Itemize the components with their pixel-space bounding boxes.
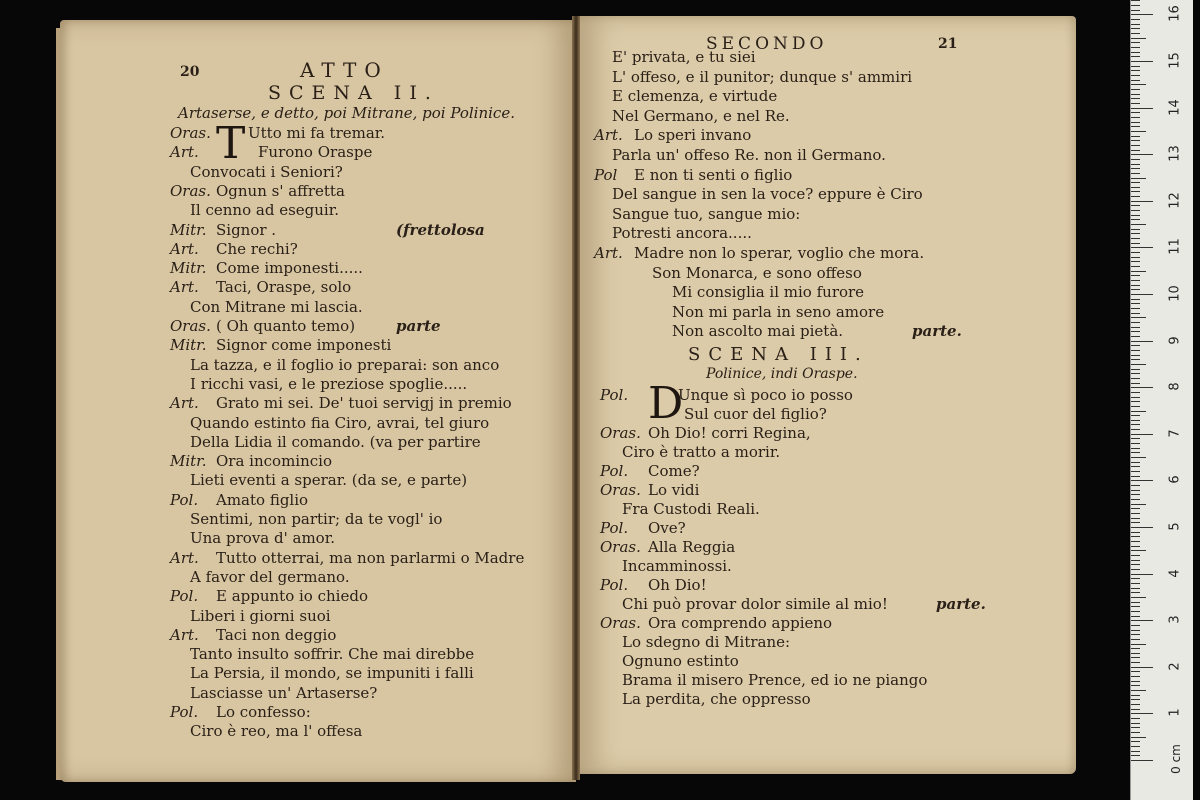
text-line: Non ascolto mai pietà. xyxy=(672,322,844,341)
ruler-tick xyxy=(1131,117,1140,118)
ruler-tick xyxy=(1131,569,1140,570)
ruler-tick xyxy=(1131,164,1140,165)
ruler-tick xyxy=(1131,578,1140,579)
ruler-tick xyxy=(1131,564,1140,565)
ruler-tick xyxy=(1131,19,1140,20)
ruler-tick xyxy=(1131,620,1153,621)
text-line: Potresti ancora..... xyxy=(612,224,752,243)
left-page-number: 20 xyxy=(180,64,200,80)
ruler-tick xyxy=(1131,424,1140,425)
text-line: Che rechi? xyxy=(216,239,298,258)
ruler-tick xyxy=(1131,597,1146,598)
ruler-tick xyxy=(1131,215,1140,216)
ruler-tick xyxy=(1131,448,1140,449)
ruler-tick xyxy=(1131,415,1140,416)
text-line: La Persia, il mondo, se impuniti i falli xyxy=(190,664,474,683)
ruler-tick xyxy=(1131,760,1153,761)
ruler-number: 1 xyxy=(1167,708,1183,718)
ruler-tick xyxy=(1131,24,1140,25)
ruler-tick xyxy=(1131,406,1140,407)
text-line: Lieti eventi a sperar. (da se, e parte) xyxy=(190,471,468,490)
ruler-tick xyxy=(1131,606,1140,607)
text-line: Ora incomincio xyxy=(216,452,332,471)
speaker-label: Mitr. xyxy=(170,452,207,471)
ruler-tick xyxy=(1131,732,1140,733)
ruler-number: 10 xyxy=(1167,285,1183,302)
ruler-tick xyxy=(1131,644,1146,645)
ruler-tick xyxy=(1131,471,1140,472)
ruler-tick xyxy=(1131,639,1140,640)
ruler-tick xyxy=(1131,392,1140,393)
text-line: Liberi i giorni suoi xyxy=(190,606,331,625)
speaker-label: Art. xyxy=(170,625,199,644)
ruler-tick xyxy=(1131,257,1140,258)
text-line: Ciro è tratto a morir. xyxy=(622,443,781,461)
ruler-tick xyxy=(1131,112,1140,113)
ruler-number: 8 xyxy=(1167,382,1183,391)
speaker-label: Pol. xyxy=(170,490,199,509)
ruler-tick xyxy=(1131,275,1140,276)
text-line: Convocati i Seniori? xyxy=(190,162,343,181)
ruler-tick xyxy=(1131,383,1140,384)
ruler-tick xyxy=(1131,345,1140,346)
speaker-label: Pol. xyxy=(600,386,629,404)
ruler-tick xyxy=(1131,303,1140,304)
ruler-tick xyxy=(1131,671,1140,672)
ruler-tick xyxy=(1131,588,1140,589)
ruler-tick xyxy=(1131,108,1153,109)
ruler-tick xyxy=(1131,322,1140,323)
ruler-tick xyxy=(1131,611,1140,612)
ruler-tick xyxy=(1131,140,1140,141)
ruler-tick xyxy=(1131,173,1140,174)
ruler-tick xyxy=(1131,182,1140,183)
text-line: E non ti senti o figlio xyxy=(634,165,793,184)
speaker-label: Oras. xyxy=(170,124,211,142)
ruler-tick xyxy=(1131,61,1153,62)
ruler-tick xyxy=(1131,583,1140,584)
speaker-label: Mitr. xyxy=(170,336,207,355)
text-line: Quando estinto fia Ciro, avrai, tel giuro xyxy=(190,413,490,432)
ruler-tick xyxy=(1131,5,1140,6)
text-line: Madre non lo sperar, voglio che mora. xyxy=(634,244,925,262)
speaker-label: Pol. xyxy=(600,462,629,480)
speaker-label: Oras. xyxy=(600,614,641,632)
ruler-tick xyxy=(1131,359,1140,360)
speaker-label: Oras. xyxy=(600,538,641,556)
text-line: E appunto io chiedo xyxy=(216,587,368,606)
text-line: A favor del germano. xyxy=(190,567,350,586)
ruler-tick xyxy=(1131,574,1153,575)
text-line: Con Mitrane mi lascia. xyxy=(190,297,363,316)
ruler-number: 7 xyxy=(1167,429,1183,438)
text-line: ( Oh quanto temo) xyxy=(216,317,356,335)
ruler-tick xyxy=(1131,122,1140,123)
ruler-tick xyxy=(1131,737,1146,738)
ruler-tick xyxy=(1131,401,1140,402)
text-line: Sul cuor del figlio? xyxy=(684,405,827,423)
speaker-label: Oras. xyxy=(170,181,211,200)
text-line: Son Monarca, e sono offeso xyxy=(652,263,862,282)
measuring-ruler xyxy=(1130,0,1193,800)
ruler-tick xyxy=(1131,0,1140,1)
left-stage-direction: Artaserse, e detto, poi Mitrane, poi Polinice. xyxy=(178,104,515,122)
ruler-tick xyxy=(1131,70,1140,71)
ruler-tick xyxy=(1131,364,1146,365)
ruler-number: 5 xyxy=(1167,522,1183,531)
ruler-tick xyxy=(1131,47,1140,48)
text-line: Signor . xyxy=(216,220,277,239)
text-line: Lo sdegno di Mitrane: xyxy=(622,633,791,651)
ruler-tick xyxy=(1131,10,1140,11)
ruler-number: 15 xyxy=(1167,52,1183,69)
ruler-tick xyxy=(1131,746,1140,747)
ruler-tick xyxy=(1131,266,1140,267)
text-line: Nel Germano, e nel Re. xyxy=(612,106,790,125)
ruler-tick xyxy=(1131,699,1140,700)
speaker-label: Pol. xyxy=(170,703,199,721)
ruler-tick xyxy=(1131,247,1153,248)
ruler-tick xyxy=(1131,233,1140,234)
ruler-tick xyxy=(1131,522,1140,523)
ruler-tick xyxy=(1131,695,1140,696)
ruler-number: 14 xyxy=(1167,98,1183,116)
ruler-tick xyxy=(1131,476,1140,477)
text-line: E' privata, e tu siei xyxy=(612,48,756,66)
ruler-tick xyxy=(1131,369,1140,370)
ruler-tick xyxy=(1131,592,1140,593)
ruler-tick xyxy=(1131,751,1140,752)
text-line: Unque sì poco io posso xyxy=(678,386,853,404)
speaker-label: Art. xyxy=(170,394,199,413)
speaker-label: Pol xyxy=(594,165,618,184)
ruler-tick xyxy=(1131,154,1153,155)
text-line: Parla un' offeso Re. non il Germano. xyxy=(612,146,886,164)
ruler-tick xyxy=(1131,131,1146,132)
right-stage-direction: Polinice, indi Oraspe. xyxy=(706,366,858,382)
speaker-label: Art. xyxy=(594,244,623,262)
ruler-tick xyxy=(1131,210,1140,211)
ruler-tick xyxy=(1131,681,1140,682)
ruler-tick xyxy=(1131,727,1140,728)
text-line: Del sangue in sen la voce? eppure è Ciro xyxy=(612,185,923,204)
ruler-tick xyxy=(1131,191,1140,192)
ruler-unit-label: 0 cm xyxy=(1168,744,1183,774)
text-line: L' offeso, e il punitor; dunque s' ammiri xyxy=(612,67,913,86)
ruler-tick xyxy=(1131,350,1140,351)
ruler-tick xyxy=(1131,709,1140,710)
ruler-tick xyxy=(1131,713,1153,714)
text-line: Fra Custodi Reali. xyxy=(622,500,760,518)
ruler-tick xyxy=(1131,690,1146,691)
text-line: Taci, Oraspe, solo xyxy=(216,278,352,297)
ruler-number: 4 xyxy=(1167,568,1183,578)
ruler-tick xyxy=(1131,98,1140,99)
ruler-tick xyxy=(1131,555,1140,556)
ruler-tick xyxy=(1131,136,1140,137)
left-dropcap: T xyxy=(216,118,246,169)
text-line: Ognun s' affretta xyxy=(216,181,345,200)
ruler-tick xyxy=(1131,438,1140,439)
ruler-tick xyxy=(1131,294,1153,295)
text-line: Alla Reggia xyxy=(648,538,736,556)
ruler-number: 9 xyxy=(1167,335,1183,345)
ruler-tick xyxy=(1131,466,1140,467)
speaker-label: Art. xyxy=(170,239,199,258)
ruler-tick xyxy=(1131,723,1140,724)
ruler-tick xyxy=(1131,205,1140,206)
text-line: Ciro è reo, ma l' offesa xyxy=(190,722,363,741)
ruler-tick xyxy=(1131,84,1146,85)
ruler-tick xyxy=(1131,485,1140,486)
ruler-tick xyxy=(1131,126,1140,127)
ruler-tick xyxy=(1131,508,1140,509)
speaker-label: Art. xyxy=(594,126,623,145)
ruler-tick xyxy=(1131,411,1146,412)
ruler-tick xyxy=(1131,667,1153,668)
text-line: Grato mi sei. De' tuoi servigj in premio xyxy=(216,394,512,413)
ruler-number: 3 xyxy=(1167,615,1183,624)
text-line: Lo speri invano xyxy=(634,126,752,145)
text-line: Furono Oraspe xyxy=(258,143,373,162)
ruler-tick xyxy=(1131,499,1140,500)
ruler-tick xyxy=(1131,28,1140,29)
ruler-tick xyxy=(1131,602,1140,603)
act-heading-continued: SECONDO xyxy=(706,34,828,54)
ruler-number: 6 xyxy=(1167,475,1183,485)
ruler-number: 16 xyxy=(1167,5,1183,23)
ruler-tick xyxy=(1131,327,1140,328)
speaker-label: Pol. xyxy=(170,587,199,606)
ruler-tick xyxy=(1131,755,1140,756)
ruler-tick xyxy=(1131,168,1140,169)
ruler-tick xyxy=(1131,387,1153,388)
text-line: Sangue tuo, sangue mio: xyxy=(612,204,801,223)
text-line: Il cenno ad eseguir. xyxy=(190,201,340,220)
ruler-tick xyxy=(1131,504,1146,505)
text-line: I ricchi vasi, e le preziose spoglie..... xyxy=(190,374,468,393)
ruler-tick xyxy=(1131,462,1140,463)
ruler-tick xyxy=(1131,429,1140,430)
text-line: Amato figlio xyxy=(216,490,309,509)
speaker-label: Oras. xyxy=(600,481,641,499)
ruler-number: 13 xyxy=(1167,145,1183,162)
left-scene-heading: SCENA II. xyxy=(268,82,439,104)
right-page-number: 21 xyxy=(938,36,958,52)
text-line: Come imponesti..... xyxy=(216,259,363,278)
ruler-tick xyxy=(1131,285,1140,286)
text-line: Signor come imponesti xyxy=(216,336,392,355)
ruler-tick xyxy=(1131,536,1140,537)
text-line: Taci non deggio xyxy=(216,625,337,644)
text-line: Utto mi fa tremar. xyxy=(248,124,386,142)
text-line: Chi può provar dolor simile al mio! xyxy=(622,595,888,613)
ruler-number: 12 xyxy=(1167,192,1183,209)
speaker-label: Mitr. xyxy=(170,220,207,239)
ruler-tick xyxy=(1131,443,1140,444)
stage-note: (frettolosa xyxy=(396,220,485,239)
ruler-number: 2 xyxy=(1167,662,1183,671)
speaker-label: Mitr. xyxy=(170,259,207,278)
ruler-tick xyxy=(1131,33,1140,34)
ruler-tick xyxy=(1131,685,1140,686)
text-line: Non mi parla in seno amore xyxy=(672,302,885,321)
right-scene-heading: SCENA III. xyxy=(688,344,869,365)
ruler-tick xyxy=(1131,397,1140,398)
stage-note: parte. xyxy=(912,322,962,341)
ruler-tick xyxy=(1131,653,1140,654)
ruler-tick xyxy=(1131,457,1146,458)
ruler-tick xyxy=(1131,452,1140,453)
ruler-tick xyxy=(1131,336,1140,337)
ruler-tick xyxy=(1131,616,1140,617)
ruler-tick xyxy=(1131,308,1140,309)
text-line: Lo vidi xyxy=(648,481,700,499)
text-line: Ora comprendo appieno xyxy=(648,614,833,632)
speaker-label: Art. xyxy=(170,143,199,162)
text-line: Ove? xyxy=(648,519,686,537)
text-line: Brama il misero Prence, ed io ne piango xyxy=(622,671,928,689)
ruler-tick xyxy=(1131,201,1153,202)
text-line: Sentimi, non partir; da te vogl' io xyxy=(190,510,443,528)
ruler-tick xyxy=(1131,89,1140,90)
ruler-tick xyxy=(1131,527,1153,528)
ruler-tick xyxy=(1131,56,1140,57)
ruler-tick xyxy=(1131,317,1146,318)
ruler-tick xyxy=(1131,373,1140,374)
ruler-tick xyxy=(1131,532,1140,533)
text-line: Ognuno estinto xyxy=(622,652,739,670)
ruler-tick xyxy=(1131,355,1140,356)
ruler-tick xyxy=(1131,648,1140,649)
ruler-tick xyxy=(1131,271,1146,272)
ruler-tick xyxy=(1131,480,1153,481)
book-gutter xyxy=(572,16,580,780)
ruler-tick xyxy=(1131,634,1140,635)
ruler-tick xyxy=(1131,187,1140,188)
ruler-tick xyxy=(1131,219,1140,220)
text-line: Una prova d' amor. xyxy=(190,529,335,548)
text-line: Lo confesso: xyxy=(216,703,311,721)
ruler-tick xyxy=(1131,494,1140,495)
ruler-tick xyxy=(1131,420,1140,421)
ruler-tick xyxy=(1131,560,1140,561)
speaker-label: Pol. xyxy=(600,519,629,537)
ruler-tick xyxy=(1131,243,1140,244)
ruler-tick xyxy=(1131,289,1140,290)
text-line: Oh Dio! corri Regina, xyxy=(648,424,811,442)
act-heading: ATTO xyxy=(300,58,389,82)
speaker-label: Art. xyxy=(170,548,199,567)
ruler-tick xyxy=(1131,299,1140,300)
text-line: Incamminossi. xyxy=(622,557,732,575)
ruler-tick xyxy=(1131,550,1146,551)
ruler-tick xyxy=(1131,38,1146,39)
text-line: Della Lidia il comando. (va per partire xyxy=(190,432,481,451)
ruler-tick xyxy=(1131,676,1140,677)
ruler-tick xyxy=(1131,178,1146,179)
ruler-tick xyxy=(1131,94,1140,95)
text-line: Tanto insulto soffrir. Che mai direbbe xyxy=(190,645,475,664)
ruler-tick xyxy=(1131,630,1140,631)
ruler-tick xyxy=(1131,513,1140,514)
speaker-label: Oras. xyxy=(170,317,211,335)
ruler-tick xyxy=(1131,196,1140,197)
ruler-tick xyxy=(1131,261,1140,262)
ruler-tick xyxy=(1131,150,1140,151)
ruler-tick xyxy=(1131,14,1153,15)
ruler-tick xyxy=(1131,490,1140,491)
ruler-tick xyxy=(1131,331,1140,332)
ruler-tick xyxy=(1131,75,1140,76)
text-line: Mi consiglia il mio furore xyxy=(672,283,865,302)
ruler-tick xyxy=(1131,66,1140,67)
ruler-tick xyxy=(1131,159,1140,160)
ruler-tick xyxy=(1131,704,1140,705)
speaker-label: Pol. xyxy=(600,576,629,594)
ruler-tick xyxy=(1131,378,1140,379)
text-line: Come? xyxy=(648,462,700,480)
ruler-tick xyxy=(1131,625,1140,626)
speaker-label: Art. xyxy=(170,278,199,297)
ruler-tick xyxy=(1131,313,1140,314)
text-line: Tutto otterrai, ma non parlarmi o Madre xyxy=(216,548,525,567)
stage-note: parte xyxy=(396,317,441,335)
ruler-tick xyxy=(1131,518,1140,519)
ruler-tick xyxy=(1131,718,1140,719)
text-line: La perdita, che oppresso xyxy=(622,690,811,708)
ruler-tick xyxy=(1131,741,1140,742)
ruler-tick xyxy=(1131,229,1140,230)
ruler-tick xyxy=(1131,280,1140,281)
speaker-label: Oras. xyxy=(600,424,641,442)
ruler-tick xyxy=(1131,341,1153,342)
ruler-tick xyxy=(1131,224,1146,225)
stage-note: parte. xyxy=(936,595,986,613)
right-dropcap: D xyxy=(648,378,684,429)
ruler-tick xyxy=(1131,80,1140,81)
ruler-tick xyxy=(1131,145,1140,146)
ruler-tick xyxy=(1131,252,1140,253)
ruler-tick xyxy=(1131,546,1140,547)
ruler-tick xyxy=(1131,662,1140,663)
ruler-tick xyxy=(1131,434,1153,435)
ruler-tick xyxy=(1131,52,1140,53)
ruler-tick xyxy=(1131,42,1140,43)
text-line: Oh Dio! xyxy=(648,576,707,594)
ruler-tick xyxy=(1131,238,1140,239)
text-line: E clemenza, e virtude xyxy=(612,87,778,106)
ruler-tick xyxy=(1131,541,1140,542)
ruler-tick xyxy=(1131,657,1140,658)
ruler-tick xyxy=(1131,103,1140,104)
text-line: Lasciasse un' Artaserse? xyxy=(190,683,378,702)
ruler-number: 11 xyxy=(1167,238,1183,256)
text-line: La tazza, e il foglio io preparai: son anco xyxy=(190,355,500,374)
